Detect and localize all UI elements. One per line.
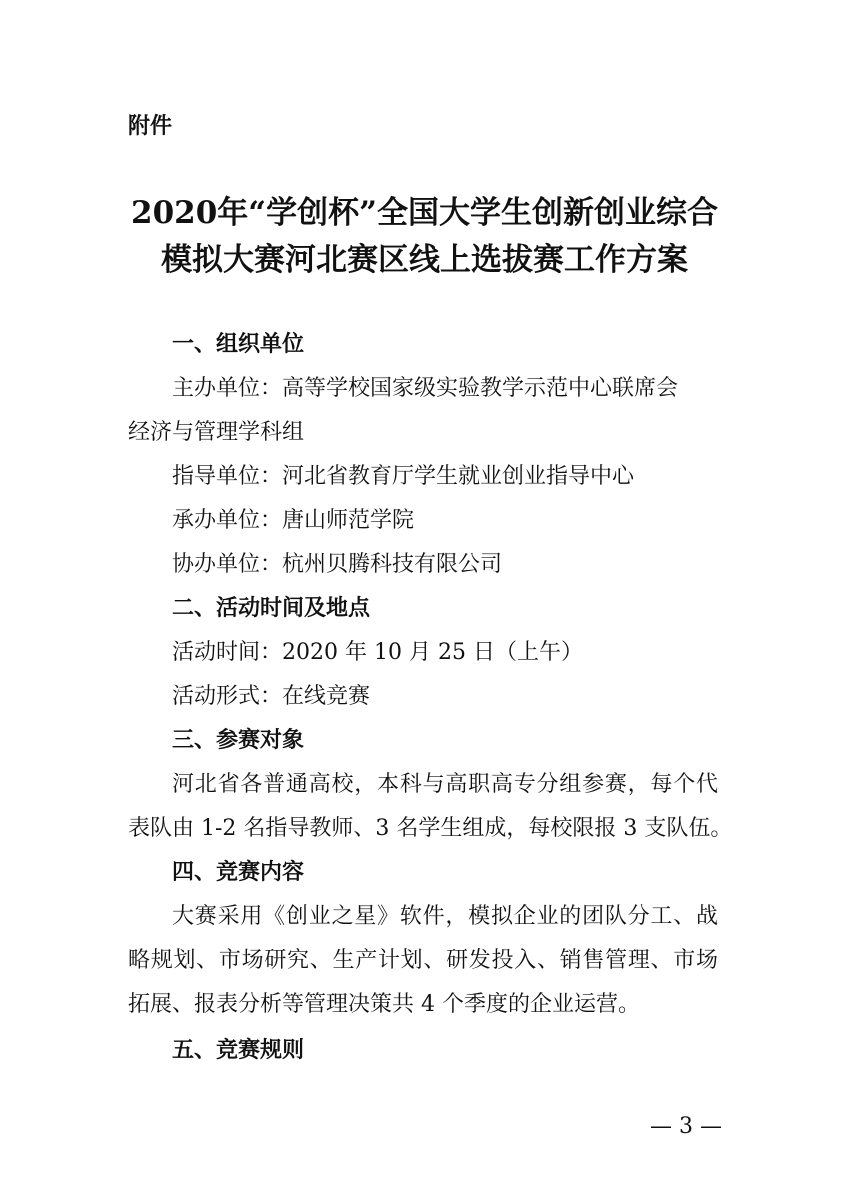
participants-line-1: 河北省各普通高校，本科与高职高专分组参赛，每个代 [172,772,718,797]
content-line-2: 略规划、市场研究、生产计划、研发投入、销售管理、市场 [128,948,718,973]
section-4-heading: 四、竞赛内容 [172,860,305,885]
host-unit-line-1: 主办单位：高等学校国家级实验教学示范中心联席会 [172,376,679,401]
co-organizer-unit: 协办单位：杭州贝腾科技有限公司 [172,552,503,577]
activity-form: 活动形式：在线竞赛 [172,684,371,709]
section-1-heading: 一、组织单位 [172,332,305,357]
host-unit-line-2: 经济与管理学科组 [128,420,305,445]
section-3-heading: 三、参赛对象 [172,728,305,753]
content-line-3: 拓展、报表分析等管理决策共 4 个季度的企业运营。 [128,992,640,1017]
section-2-heading: 二、活动时间及地点 [172,596,371,621]
guide-unit: 指导单位：河北省教育厅学生就业创业指导中心 [172,464,635,489]
attachment-label: 附件 [128,114,173,139]
page-number: — 3 — [650,1114,722,1139]
section-5-heading: 五、竞赛规则 [172,1038,305,1063]
content-line-1: 大赛采用《创业之星》软件，模拟企业的团队分工、战 [172,904,718,929]
participants-line-2: 表队由 1-2 名指导教师、3 名学生组成，每校限报 3 支队伍。 [128,816,733,841]
document-title-line-2: 模拟大赛河北赛区线上选拔赛工作方案 [161,242,688,278]
activity-time: 活动时间：2020 年 10 月 25 日（上午） [172,640,583,665]
organizer-unit: 承办单位：唐山师范学院 [172,508,415,533]
document-title-line-1: 2020年“学创杯”全国大学生创新创业综合 [131,195,718,231]
